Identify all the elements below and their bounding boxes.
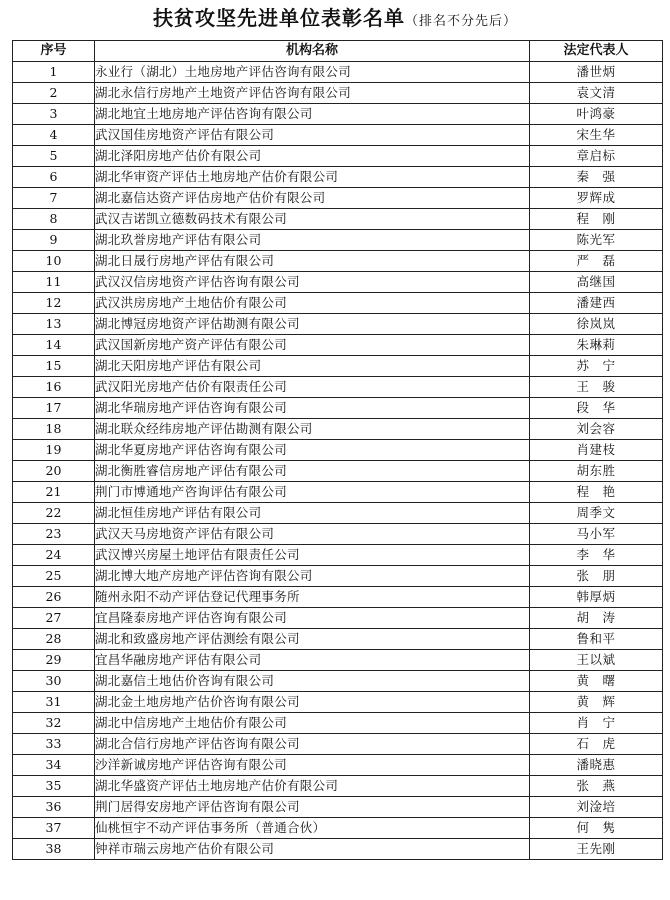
legal-representative: 潘世炳 xyxy=(530,62,663,83)
table-row xyxy=(13,713,663,734)
table-row xyxy=(13,524,663,545)
table-row xyxy=(13,251,663,272)
org-name: 武汉吉诺凯立德数码技术有限公司 xyxy=(95,209,530,230)
legal-representative: 章启标 xyxy=(530,146,663,167)
org-name: 湖北玖誉房地产评估有限公司 xyxy=(95,230,530,251)
row-number: 26 xyxy=(13,587,95,608)
table-row xyxy=(13,839,663,860)
org-name: 湖北华盛资产评估土地房地产估价有限公司 xyxy=(95,776,530,797)
table-row xyxy=(13,125,663,146)
table-row xyxy=(13,293,663,314)
legal-representative: 马小军 xyxy=(530,524,663,545)
org-name: 宜昌华融房地产评估有限公司 xyxy=(95,650,530,671)
legal-representative: 潘晓惠 xyxy=(530,755,663,776)
legal-representative: 段 华 xyxy=(530,398,663,419)
legal-representative: 徐岚岚 xyxy=(530,314,663,335)
row-number: 20 xyxy=(13,461,95,482)
org-name: 随州永阳不动产评估登记代理事务所 xyxy=(95,587,530,608)
row-number: 28 xyxy=(13,629,95,650)
legal-representative: 石 虎 xyxy=(530,734,663,755)
org-name: 湖北金土地房地产估价咨询有限公司 xyxy=(95,692,530,713)
org-name: 湖北嘉信达资产评估房地产估价有限公司 xyxy=(95,188,530,209)
title-note: （排名不分先后） xyxy=(404,14,517,29)
row-number: 25 xyxy=(13,566,95,587)
org-name: 湖北华夏房地产评估咨询有限公司 xyxy=(95,440,530,461)
table-row xyxy=(13,503,663,524)
table-row xyxy=(13,377,663,398)
org-name: 武汉洪房房地产土地估价有限公司 xyxy=(95,293,530,314)
table-row xyxy=(13,482,663,503)
org-name: 沙洋新诚房地产评估咨询有限公司 xyxy=(95,755,530,776)
table-row xyxy=(13,230,663,251)
legal-representative: 肖 宁 xyxy=(530,713,663,734)
row-number: 34 xyxy=(13,755,95,776)
table-header-row xyxy=(13,41,663,62)
legal-representative: 袁文清 xyxy=(530,83,663,104)
legal-representative: 叶鸿豪 xyxy=(530,104,663,125)
legal-representative: 王以斌 xyxy=(530,650,663,671)
legal-representative: 何 隽 xyxy=(530,818,663,839)
row-number: 7 xyxy=(13,188,95,209)
table-row xyxy=(13,62,663,83)
table-row xyxy=(13,356,663,377)
legal-representative: 王 骏 xyxy=(530,377,663,398)
org-name: 湖北地宜土地房地产评估咨询有限公司 xyxy=(95,104,530,125)
row-number: 38 xyxy=(13,839,95,860)
table-row xyxy=(13,83,663,104)
table-row xyxy=(13,734,663,755)
table-row xyxy=(13,797,663,818)
header-name: 机构名称 xyxy=(95,41,530,62)
table-row xyxy=(13,440,663,461)
row-number: 11 xyxy=(13,272,95,293)
legal-representative: 张 燕 xyxy=(530,776,663,797)
row-number: 6 xyxy=(13,167,95,188)
org-name: 武汉汉信房地资产评估咨询有限公司 xyxy=(95,272,530,293)
legal-representative: 刘会容 xyxy=(530,419,663,440)
table-row xyxy=(13,272,663,293)
org-name: 湖北联众经纬房地产评估勘测有限公司 xyxy=(95,419,530,440)
row-number: 36 xyxy=(13,797,95,818)
title-main: 扶贫攻坚先进单位表彰名单 xyxy=(152,6,405,30)
org-name: 武汉国佳房地资产评估有限公司 xyxy=(95,125,530,146)
table-row xyxy=(13,650,663,671)
row-number: 32 xyxy=(13,713,95,734)
org-name: 武汉国新房地产资产评估有限公司 xyxy=(95,335,530,356)
org-name: 湖北中信房地产土地估价有限公司 xyxy=(95,713,530,734)
org-name: 湖北衡胜睿信房地产评估有限公司 xyxy=(95,461,530,482)
row-number: 12 xyxy=(13,293,95,314)
org-name: 湖北嘉信土地估价咨询有限公司 xyxy=(95,671,530,692)
org-name: 湖北博大地产房地产评估咨询有限公司 xyxy=(95,566,530,587)
org-name: 荆门市博通地产咨询评估有限公司 xyxy=(95,482,530,503)
org-name: 湖北华瑞房地产评估咨询有限公司 xyxy=(95,398,530,419)
legal-representative: 刘淦培 xyxy=(530,797,663,818)
row-number: 1 xyxy=(13,62,95,83)
table-row xyxy=(13,104,663,125)
row-number: 31 xyxy=(13,692,95,713)
row-number: 5 xyxy=(13,146,95,167)
row-number: 19 xyxy=(13,440,95,461)
table-row xyxy=(13,419,663,440)
legal-representative: 黄 曙 xyxy=(530,671,663,692)
org-name: 永业行（湖北）土地房地产评估咨询有限公司 xyxy=(95,62,530,83)
table-row xyxy=(13,776,663,797)
table-row xyxy=(13,146,663,167)
row-number: 37 xyxy=(13,818,95,839)
org-name: 湖北合信行房地产评估咨询有限公司 xyxy=(95,734,530,755)
table-row xyxy=(13,209,663,230)
row-number: 16 xyxy=(13,377,95,398)
org-name: 仙桃恒宇不动产评估事务所（普通合伙） xyxy=(95,818,530,839)
table-row xyxy=(13,587,663,608)
org-name: 武汉博兴房屋土地评估有限责任公司 xyxy=(95,545,530,566)
row-number: 27 xyxy=(13,608,95,629)
table-row xyxy=(13,545,663,566)
legal-representative: 潘建西 xyxy=(530,293,663,314)
row-number: 35 xyxy=(13,776,95,797)
row-number: 15 xyxy=(13,356,95,377)
row-number: 14 xyxy=(13,335,95,356)
legal-representative: 宋生华 xyxy=(530,125,663,146)
table-row xyxy=(13,629,663,650)
row-number: 30 xyxy=(13,671,95,692)
table-row xyxy=(13,608,663,629)
row-number: 18 xyxy=(13,419,95,440)
table-row xyxy=(13,566,663,587)
org-name: 湖北和致盛房地产评估测绘有限公司 xyxy=(95,629,530,650)
legal-representative: 秦 强 xyxy=(530,167,663,188)
org-name: 武汉阳光房地产估价有限责任公司 xyxy=(95,377,530,398)
legal-representative: 黄 辉 xyxy=(530,692,663,713)
row-number: 24 xyxy=(13,545,95,566)
table-row xyxy=(13,398,663,419)
row-number: 33 xyxy=(13,734,95,755)
org-name: 湖北永信行房地产土地资产评估咨询有限公司 xyxy=(95,83,530,104)
table-row xyxy=(13,314,663,335)
row-number: 8 xyxy=(13,209,95,230)
table-row xyxy=(13,671,663,692)
legal-representative: 程 艳 xyxy=(530,482,663,503)
org-name: 湖北华审资产评估土地房地产估价有限公司 xyxy=(95,167,530,188)
table-row xyxy=(13,188,663,209)
legal-representative: 高继国 xyxy=(530,272,663,293)
org-name: 荆门居得安房地产评估咨询有限公司 xyxy=(95,797,530,818)
legal-representative: 肖建枝 xyxy=(530,440,663,461)
row-number: 9 xyxy=(13,230,95,251)
header-no: 序号 xyxy=(13,41,95,62)
row-number: 21 xyxy=(13,482,95,503)
legal-representative: 罗辉成 xyxy=(530,188,663,209)
table-row xyxy=(13,335,663,356)
org-name: 湖北博冠房地资产评估勘测有限公司 xyxy=(95,314,530,335)
legal-representative: 鲁和平 xyxy=(530,629,663,650)
table-row xyxy=(13,461,663,482)
legal-representative: 严 磊 xyxy=(530,251,663,272)
row-number: 10 xyxy=(13,251,95,272)
table-row xyxy=(13,755,663,776)
row-number: 13 xyxy=(13,314,95,335)
award-table xyxy=(12,40,663,860)
legal-representative: 张 朋 xyxy=(530,566,663,587)
table-body xyxy=(13,62,663,860)
table-row xyxy=(13,692,663,713)
header-rep: 法定代表人 xyxy=(530,41,663,62)
org-name: 宜昌隆泰房地产评估咨询有限公司 xyxy=(95,608,530,629)
legal-representative: 王先刚 xyxy=(530,839,663,860)
legal-representative: 李 华 xyxy=(530,545,663,566)
row-number: 2 xyxy=(13,83,95,104)
legal-representative: 程 刚 xyxy=(530,209,663,230)
table-row xyxy=(13,167,663,188)
row-number: 23 xyxy=(13,524,95,545)
org-name: 湖北泽阳房地产估价有限公司 xyxy=(95,146,530,167)
legal-representative: 胡东胜 xyxy=(530,461,663,482)
row-number: 4 xyxy=(13,125,95,146)
legal-representative: 朱琳莉 xyxy=(530,335,663,356)
org-name: 武汉天马房地资产评估有限公司 xyxy=(95,524,530,545)
page-title xyxy=(0,2,670,31)
legal-representative: 周季文 xyxy=(530,503,663,524)
row-number: 17 xyxy=(13,398,95,419)
org-name: 湖北天阳房地产评估有限公司 xyxy=(95,356,530,377)
org-name: 湖北日晟行房地产评估有限公司 xyxy=(95,251,530,272)
legal-representative: 胡 涛 xyxy=(530,608,663,629)
row-number: 22 xyxy=(13,503,95,524)
legal-representative: 陈光军 xyxy=(530,230,663,251)
legal-representative: 韩厚炳 xyxy=(530,587,663,608)
row-number: 3 xyxy=(13,104,95,125)
legal-representative: 苏 宁 xyxy=(530,356,663,377)
row-number: 29 xyxy=(13,650,95,671)
table-row xyxy=(13,818,663,839)
org-name: 钟祥市瑞云房地产估价有限公司 xyxy=(95,839,530,860)
org-name: 湖北恒佳房地产评估有限公司 xyxy=(95,503,530,524)
